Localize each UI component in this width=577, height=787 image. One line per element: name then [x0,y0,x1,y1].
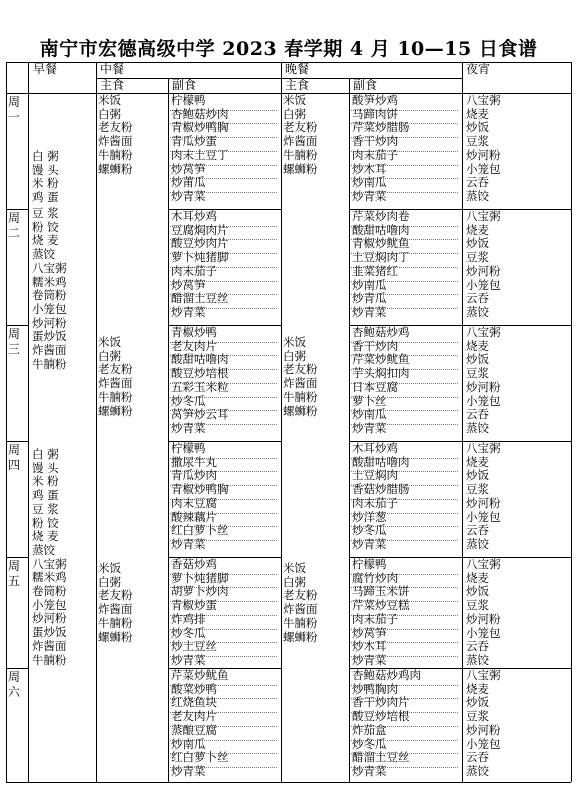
col-divider-dinner-staple [349,78,350,782]
table-border-right [571,62,572,782]
night-snack-item: 蒸饺 [466,537,489,551]
lunch-side-dish: 炒莴笋 [171,278,206,292]
dinner-side-dish: 炒南瓜 [352,408,387,422]
lunch-side-dish: 萝卜炖猪脚 [171,571,229,585]
lunch-side-dish: 青瓜炒肉 [171,469,217,483]
lunch-staple-item: 白粥 [98,107,121,121]
lunch-side-dish: 木耳炒鸡 [171,210,217,223]
day-label: 周五 [8,559,21,588]
lunch-side-dish: 香菇炒鸡 [171,558,217,571]
lunch-side-dish: 五彩玉米粒 [171,380,229,394]
breakfast-item: 豆 浆 [32,207,59,220]
lunch-side-dish: 炒南瓜 [171,737,206,751]
lunch-staple-item: 米饭 [98,336,121,349]
lunch-side-dish: 炒青菜 [171,421,206,435]
lunch-staple-item: 老友粉 [98,589,133,603]
night-snack-item: 炒饭 [466,237,489,251]
dinner-staple-item: 牛腩粉 [283,148,318,162]
dinner-side-dish: 日本豆腐 [352,380,398,394]
night-snack-item: 小笼包 [466,162,501,176]
lunch-staple-item: 米饭 [98,562,121,575]
dinner-side-dish: 肉末茄子 [352,496,398,510]
col-divider-lunch-staple [168,78,169,782]
page-title: 南宁市宏德高级中学 2023 春学期 4 月 10—15 日食谱 [39,38,538,60]
day-row-divider [6,209,28,210]
dinner-side-dish: 酸甜咕噜肉 [352,455,410,469]
day-label: 周六 [8,670,21,699]
lunch-staple-item: 螺蛳粉 [98,162,133,176]
lunch-side-dish: 芹菜炒鱿鱼 [171,669,229,682]
breakfast-item: 馒 头 [32,461,59,475]
lunch-side-dish: 杏鲍菇炒肉 [171,107,229,121]
night-snack-item: 烧麦 [466,682,489,696]
night-snack-item: 炒饭 [466,353,489,367]
col-divider-breakfast [96,62,97,782]
dinner-side-dish: 柠檬鸭 [352,558,387,571]
dinner-side-dish: 香干炒肉 [352,135,398,149]
night-snack-item: 炒饭 [466,469,489,483]
dinner-side-dish: 木耳炒鸡 [352,442,398,455]
night-snack-item: 小笼包 [466,737,501,751]
breakfast-item: 烧 麦 [32,234,59,248]
night-snack-item: 豆浆 [466,599,489,613]
night-snack-item: 小笼包 [466,510,501,524]
night-snack-item: 小笼包 [466,278,501,292]
dinner-side-dish: 青椒炒鱿鱼 [352,237,410,251]
lunch-staple-item: 炸酱面 [98,135,133,149]
night-snack-item: 炒河粉 [466,496,501,510]
lunch-staple-item: 螺蛳粉 [98,404,133,418]
breakfast-item: 蛋炒饭 [32,626,67,640]
dinner-side-dish: 炒青菜 [352,189,387,203]
breakfast-item: 粉 饺 [32,516,59,530]
lunch-staple-item: 老友粉 [98,121,133,135]
night-snack-item: 豆浆 [466,135,489,149]
day-label: 周四 [8,443,21,472]
night-snack-item: 云吞 [466,176,489,190]
dinner-staple-item: 老友粉 [283,121,318,135]
lunch-side-dish: 青椒炒鸭胸 [171,483,229,497]
breakfast-item: 八宝粥 [32,261,67,275]
lunch-side-dish: 胡萝卜炒肉 [171,585,229,599]
dinner-staple-item: 白粥 [283,107,306,121]
breakfast-item: 小笼包 [32,598,67,612]
breakfast-item: 小笼包 [32,302,67,316]
lunch-side-dish: 炒莆瓜 [171,176,206,190]
dinner-staple-item: 炸酱面 [283,377,318,391]
breakfast-item: 炸酱面 [32,344,67,357]
dinner-side-dish: 马蹄肉饼 [352,107,398,121]
breakfast-item: 烧 麦 [32,530,59,544]
night-snack-item: 小笼包 [466,626,501,640]
dinner-side-dish: 芋头焖扣肉 [352,367,410,381]
night-snack-item: 炒河粉 [466,380,501,394]
dinner-side-dish: 炒青菜 [352,421,387,435]
dinner-side-dish: 炒莴笋 [352,626,387,640]
breakfast-item: 鸡 蛋 [32,489,59,503]
dinner-side-dish: 萝卜丝 [352,394,387,408]
breakfast-item: 蛋炒饭 [32,330,67,344]
lunch-side-dish: 炒青菜 [171,653,206,667]
dinner-side-dish: 香菇炒腊肠 [352,483,410,497]
lunch-side-dish: 青椒炒鸭 [171,326,217,339]
night-snack-item: 炒河粉 [466,612,501,626]
header-lunch-side: 副食 [172,78,197,92]
lunch-side-dish: 青椒炒鸭胸 [171,121,229,135]
dinner-side-dish: 芹菜炒鱿鱼 [352,353,410,367]
lunch-staple-item: 炸酱面 [98,377,133,391]
dinner-side-dish: 香干炒肉片 [352,696,410,710]
dinner-side-dish: 肉末茄子 [352,612,398,626]
night-snack-item: 云吞 [466,751,489,765]
breakfast-item: 白 粥 [32,150,59,163]
lunch-side-dish: 红白萝卜丝 [171,751,229,765]
dinner-side-dish: 炸茄盒 [352,723,387,737]
lunch-staple-item: 牛腩粉 [98,390,133,404]
breakfast-item: 粉 饺 [32,220,59,234]
day-row-divider [6,325,28,326]
night-snack-item: 炒河粉 [466,148,501,162]
dinner-side-dish: 酸笋炒鸡 [352,94,398,107]
lunch-side-dish: 柠檬鸭 [171,442,206,455]
lunch-side-dish: 蒸酿豆腐 [171,723,217,737]
night-snack-item: 小笼包 [466,394,501,408]
dinner-staple-item: 老友粉 [283,589,318,603]
dinner-side-dish: 炒鸭胸肉 [352,682,398,696]
dinner-side-dish: 炒青菜 [352,305,387,319]
dinner-staple-item: 米饭 [283,94,306,107]
night-snack-item: 八宝粥 [466,94,501,107]
dinner-staple-item: 牛腩粉 [283,616,318,630]
header-dinner-side: 副食 [353,78,378,92]
lunch-side-dish: 醋溜土豆丝 [171,292,229,306]
night-snack-item: 八宝粥 [466,442,501,455]
dinner-side-dish: 酸甜咕噜肉 [352,223,410,237]
night-snack-item: 云吞 [466,640,489,654]
lunch-side-dish: 红烧鱼块 [171,696,217,710]
lunch-side-dish: 炸鸡排 [171,612,206,626]
dinner-side-dish: 炒南瓜 [352,176,387,190]
lunch-side-dish: 莴笋炒云耳 [171,408,229,422]
breakfast-item: 白 粥 [32,448,59,461]
dinner-side-dish: 炒冬瓜 [352,737,387,751]
night-snack-item: 蒸饺 [466,764,489,778]
table-border-bottom [6,782,571,783]
night-snack-item: 豆浆 [466,251,489,265]
lunch-side-dish: 炒青菜 [171,537,206,551]
breakfast-item: 卷筒粉 [32,289,67,303]
lunch-side-dish: 炒青菜 [171,305,206,319]
lunch-side-dish: 萝卜炖猪脚 [171,251,229,265]
dinner-side-dish: 土豆焖肉丁 [352,251,410,265]
lunch-side-dish: 炒土豆丝 [171,640,217,654]
night-snack-item: 烧麦 [466,107,489,121]
breakfast-item: 鸡 蛋 [32,191,59,205]
col-divider-lunch [281,62,282,782]
dinner-staple-item: 螺蛳粉 [283,404,318,418]
dinner-side-dish: 炒青菜 [352,653,387,667]
lunch-side-dish: 柠檬鸭 [171,94,206,107]
dinner-staple-item: 米饭 [283,562,306,575]
lunch-staple-item: 白粥 [98,575,121,589]
breakfast-item: 糯米鸡 [32,275,67,289]
header-breakfast: 早餐 [33,62,58,76]
night-snack-item: 八宝粥 [466,669,501,682]
header-lunch-staple: 主食 [100,78,125,92]
dinner-side-dish: 腐竹炒肉 [352,571,398,585]
night-snack-item: 八宝粥 [466,210,501,223]
dinner-side-dish: 炒南瓜 [352,278,387,292]
lunch-side-dish: 红白萝卜丝 [171,524,229,538]
dinner-side-dish: 马蹄玉米饼 [352,585,410,599]
breakfast-item: 蒸饺 [32,248,55,262]
night-snack-item: 蒸饺 [466,305,489,319]
night-snack-item: 炒河粉 [466,264,501,278]
col-divider-dinner [462,62,463,782]
lunch-side-dish: 炒青菜 [171,764,206,778]
dinner-side-dish: 杏鲍菇炒鸡肉 [352,669,421,682]
breakfast-item: 炒河粉 [32,612,67,626]
night-snack-item: 炒河粉 [466,723,501,737]
lunch-side-dish: 肉末茄子 [171,264,217,278]
lunch-side-dish: 豆腐焖肉片 [171,223,229,237]
breakfast-item: 八宝粥 [32,557,67,571]
dinner-side-dish: 芹菜炒腊肠 [352,121,410,135]
night-snack-item: 云吞 [466,524,489,538]
breakfast-item: 馒 头 [32,163,59,177]
night-snack-item: 八宝粥 [466,558,501,571]
night-snack-item: 炒饭 [466,121,489,135]
breakfast-item: 牛腩粉 [32,357,67,371]
lunch-side-dish: 青瓜炒蛋 [171,135,217,149]
dinner-staple-item: 白粥 [283,349,306,363]
night-snack-item: 八宝粥 [466,326,501,339]
night-snack-item: 蒸饺 [466,421,489,435]
lunch-staple-item: 米饭 [98,94,121,107]
day-row-divider [6,557,28,558]
night-snack-item: 炒饭 [466,696,489,710]
dinner-side-dish: 香干炒肉 [352,339,398,353]
dinner-staple-item: 白粥 [283,575,306,589]
breakfast-item: 米 粉 [32,177,59,191]
dinner-side-dish: 韭菜猪红 [352,264,398,278]
header-lunch: 中餐 [100,62,125,76]
breakfast-item: 米 粉 [32,475,59,489]
lunch-side-dish: 炒冬瓜 [171,394,206,408]
breakfast-item: 豆 浆 [32,502,59,516]
lunch-staple-item: 白粥 [98,349,121,363]
lunch-side-dish: 酸甜咕噜肉 [171,353,229,367]
dinner-staple-item: 螺蛳粉 [283,162,318,176]
header-dinner-staple: 主食 [285,78,310,92]
breakfast-item: 卷筒粉 [32,585,67,598]
lunch-side-dish: 酸豆炒培根 [171,367,229,381]
lunch-side-dish: 炒莴笋 [171,162,206,176]
night-snack-item: 蒸饺 [466,653,489,667]
day-row-divider [6,441,28,442]
dinner-staple-item: 牛腩粉 [283,390,318,404]
night-snack-item: 炒饭 [466,585,489,599]
lunch-staple-item: 牛腩粉 [98,616,133,630]
header-night: 夜宵 [466,62,491,76]
lunch-side-dish: 老友肉片 [171,339,217,353]
lunch-side-dish: 酸辣藕片 [171,510,217,524]
day-label: 周一 [8,95,21,124]
night-snack-item: 烧麦 [466,223,489,237]
night-snack-item: 云吞 [466,408,489,422]
breakfast-item: 蒸饺 [32,543,55,557]
night-snack-item: 云吞 [466,292,489,306]
dinner-side-dish: 炒洋葱 [352,510,387,524]
lunch-side-dish: 肉末豆腐 [171,496,217,510]
day-row-divider [6,668,28,669]
dinner-staple-item: 炸酱面 [283,135,318,149]
lunch-side-dish: 炒冬瓜 [171,626,206,640]
lunch-side-dish: 酸豆炒肉片 [171,237,229,251]
lunch-side-dish: 老友肉片 [171,710,217,724]
lunch-staple-item: 螺蛳粉 [98,630,133,644]
day-label: 周二 [8,211,21,240]
dinner-side-dish: 炒木耳 [352,162,387,176]
lunch-side-dish: 炒青菜 [171,189,206,203]
dinner-staple-item: 螺蛳粉 [283,630,318,644]
night-snack-item: 烧麦 [466,339,489,353]
lunch-staple-item: 炸酱面 [98,603,133,617]
lunch-staple-item: 牛腩粉 [98,148,133,162]
dinner-staple-item: 老友粉 [283,363,318,377]
lunch-side-dish: 青椒炒蛋 [171,599,217,613]
breakfast-item: 炒河粉 [32,316,67,330]
lunch-side-dish: 肉末土豆丁 [171,148,229,162]
night-snack-item: 豆浆 [466,367,489,381]
dinner-side-dish: 炒青菜 [352,537,387,551]
night-snack-item: 豆浆 [466,710,489,724]
dinner-side-dish: 醋溜土豆丝 [352,751,410,765]
lunch-staple-item: 老友粉 [98,363,133,377]
night-snack-item: 烧麦 [466,571,489,585]
dinner-side-dish: 土豆焖肉 [352,469,398,483]
night-snack-item: 蒸饺 [466,189,489,203]
dinner-side-dish: 炒青瓜 [352,292,387,306]
table-border-left [6,62,7,782]
lunch-side-dish: 撒尿牛丸 [171,455,217,469]
dinner-side-dish: 肉末茄子 [352,148,398,162]
lunch-side-dish: 酸菜炒鸭 [171,682,217,696]
dinner-side-dish: 炒冬瓜 [352,524,387,538]
night-snack-item: 豆浆 [466,483,489,497]
dinner-side-dish: 炒木耳 [352,640,387,654]
breakfast-item: 糯米鸡 [32,571,67,585]
breakfast-item: 炸酱面 [32,639,67,653]
col-divider-day [28,62,29,782]
dinner-side-dish: 酸豆炒培根 [352,710,410,724]
day-label: 周三 [8,327,21,356]
header-dinner: 晚餐 [285,62,310,76]
dinner-side-dish: 杏鲍菇炒鸡 [352,326,410,339]
dinner-side-dish: 芹菜炒豆糕 [352,599,410,613]
breakfast-item: 牛腩粉 [32,653,67,667]
dinner-staple-item: 炸酱面 [283,603,318,617]
night-snack-item: 烧麦 [466,455,489,469]
dinner-side-dish: 芹菜炒肉卷 [352,210,410,223]
dinner-side-dish: 炒青菜 [352,764,387,778]
dinner-staple-item: 米饭 [283,336,306,349]
